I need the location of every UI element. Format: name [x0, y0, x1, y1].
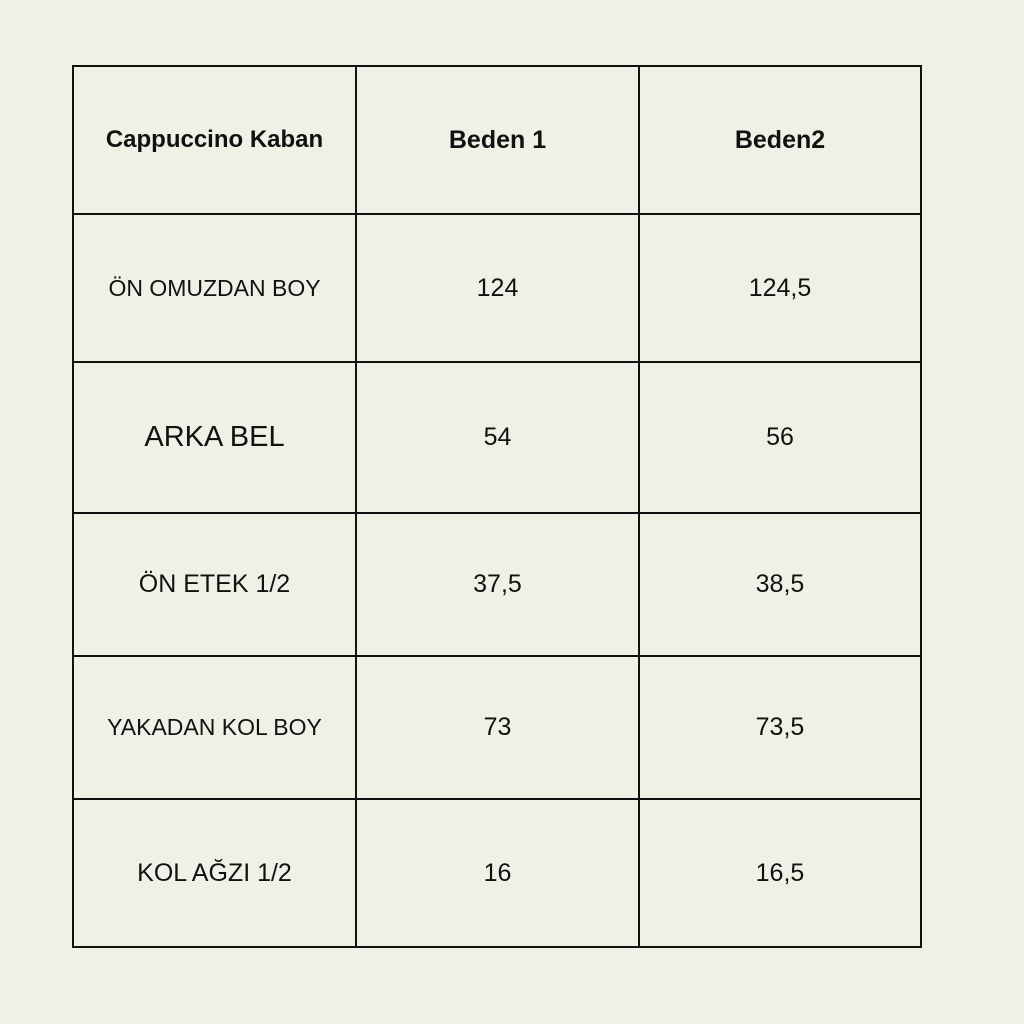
- cell-beden-1: 16: [356, 799, 639, 947]
- row-label: ARKA BEL: [73, 362, 356, 513]
- table-row: [73, 799, 921, 947]
- row-label: ÖN ETEK 1/2: [73, 513, 356, 656]
- table-header-row: [73, 66, 921, 214]
- table-row: [73, 656, 921, 799]
- table-row: [73, 214, 921, 362]
- header-size-1: Beden 1: [356, 66, 639, 214]
- row-label: KOL AĞZI 1/2: [73, 799, 356, 947]
- cell-beden-1: 54: [356, 362, 639, 513]
- cell-beden-2: 73,5: [639, 656, 921, 799]
- cell-beden-1: 124: [356, 214, 639, 362]
- table-row: [73, 362, 921, 513]
- cell-beden-1: 73: [356, 656, 639, 799]
- cell-beden-2: 38,5: [639, 513, 921, 656]
- table-row: [73, 513, 921, 656]
- row-label: YAKADAN KOL BOY: [73, 656, 356, 799]
- row-label: ÖN OMUZDAN BOY: [73, 214, 356, 362]
- cell-beden-2: 16,5: [639, 799, 921, 947]
- cell-beden-2: 56: [639, 362, 921, 513]
- header-size-2: Beden2: [639, 66, 921, 214]
- header-product-name: Cappuccino Kaban: [73, 66, 356, 214]
- cell-beden-1: 37,5: [356, 513, 639, 656]
- cell-beden-2: 124,5: [639, 214, 921, 362]
- size-chart-table: [72, 65, 922, 948]
